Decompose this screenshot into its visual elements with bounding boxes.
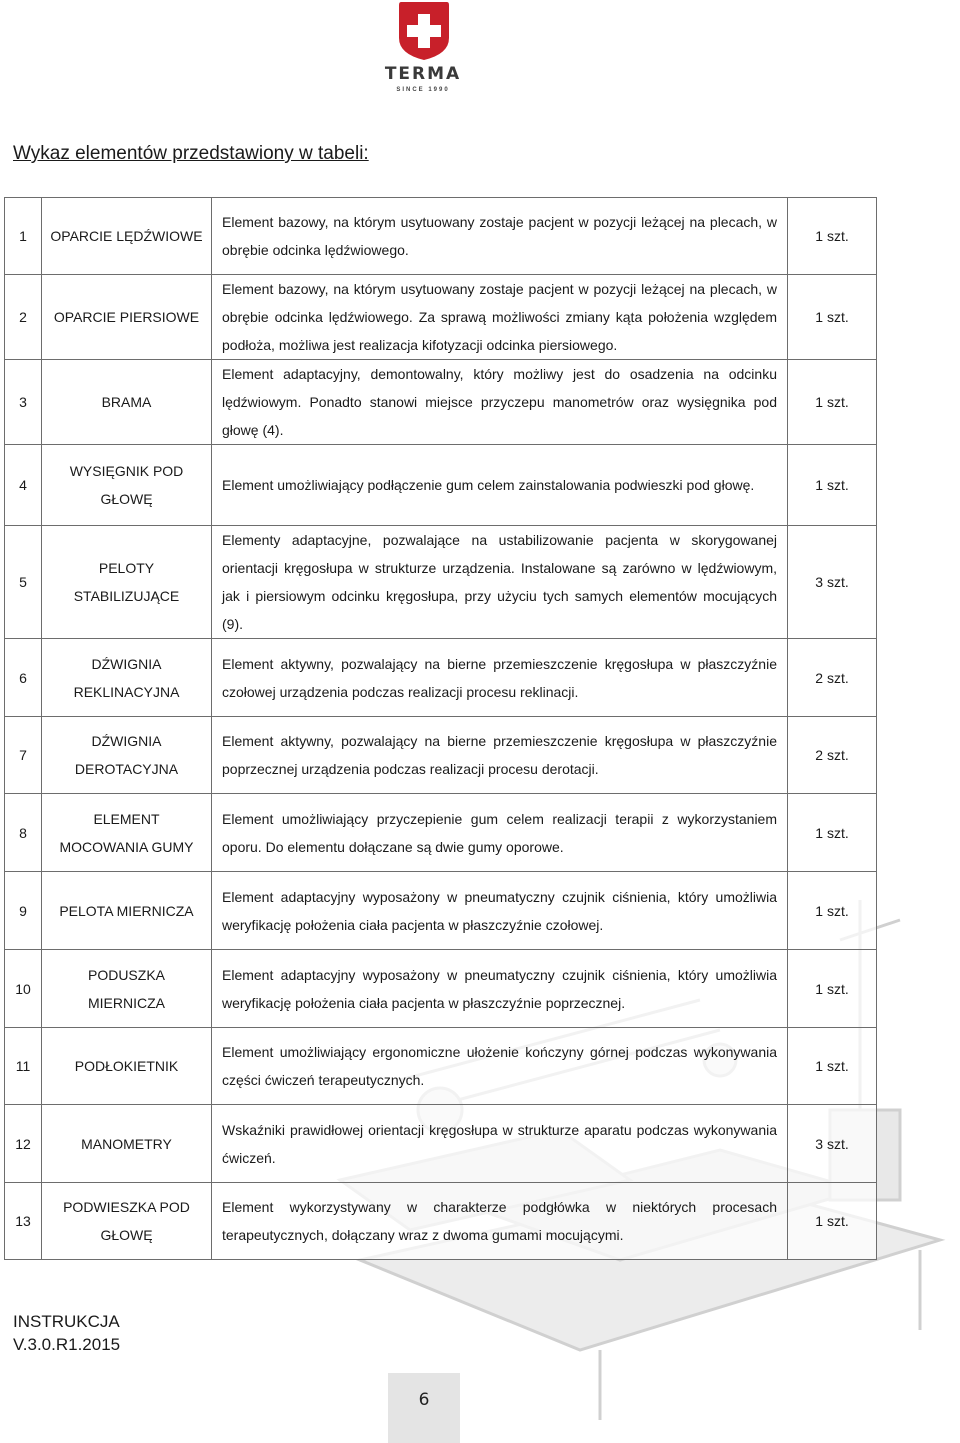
item-description: Element umożliwiający przyczepienie gum celem realizacji terapii z wykorzystaniem oporu. Do elementu dołączane są dwie gumy oporowe. [212, 794, 788, 872]
item-quantity: 2 szt. [788, 639, 877, 717]
item-quantity: 1 szt. [788, 360, 877, 445]
item-name: PELOTA MIERNICZA [42, 872, 212, 950]
item-description: Element wykorzystywany w charakterze podgłówka w niektórych procesach terapeutycznych, dołączany wraz z dwoma gumami mocującymi. [212, 1183, 788, 1260]
item-quantity: 1 szt. [788, 198, 877, 275]
item-quantity: 1 szt. [788, 445, 877, 526]
item-description: Element adaptacyjny wyposażony w pneumatyczny czujnik ciśnienia, który umożliwia weryfikację położenia ciała pacjenta w płaszczyźnie czołowej. [212, 872, 788, 950]
item-number: 12 [5, 1105, 42, 1183]
item-quantity: 1 szt. [788, 275, 877, 360]
table-row [5, 717, 877, 794]
item-name: WYSIĘGNIK POD GŁOWĘ [42, 445, 212, 526]
page-number: 6 [388, 1373, 460, 1443]
item-number: 7 [5, 717, 42, 794]
item-description: Elementy adaptacyjne, pozwalające na ustabilizowanie pacjenta w skorygowanej orientacji kręgosłupa w strukturze urządzenia. Instalowane są zarówno w lędźwiowym, jak i piersiowym odcinku kręgosłupa, przy użyciu tych samych elementów mocujących (9). [212, 526, 788, 639]
item-name: PODŁOKIETNIK [42, 1028, 212, 1105]
brand-tagline: SINCE 1990 [396, 87, 450, 93]
table-row [5, 198, 877, 275]
item-number: 13 [5, 1183, 42, 1260]
footer-version: V.3.0.R1.2015 [13, 1335, 121, 1354]
item-number: 11 [5, 1028, 42, 1105]
item-quantity: 1 szt. [788, 950, 877, 1028]
section-heading: Wykaz elementów przedstawiony w tabeli: [13, 143, 369, 164]
item-number: 5 [5, 526, 42, 639]
item-quantity: 3 szt. [788, 1105, 877, 1183]
item-name: MANOMETRY [42, 1105, 212, 1183]
item-description: Element bazowy, na którym usytuowany zostaje pacjent w pozycji leżącej na plecach, w obrębie odcinka lędźwiowego. [212, 198, 788, 275]
item-description: Element bazowy, na którym usytuowany zostaje pacjent w pozycji leżącej na plecach, w obrębie odcinka lędźwiowego. Za sprawą możliwości zmiany kąta położenia względem podłoża, możliwa jest realizacja kifotyzacji odcinka piersiowego. [212, 275, 788, 360]
item-quantity: 1 szt. [788, 1183, 877, 1260]
item-number: 8 [5, 794, 42, 872]
item-description: Element umożliwiający ergonomiczne ułożenie kończyny górnej podczas wykonywania części ćwiczeń terapeutycznych. [212, 1028, 788, 1105]
item-name: DŹWIGNIA REKLINACYJNA [42, 639, 212, 717]
footer-title: INSTRUKCJA [13, 1312, 120, 1331]
item-description: Element aktywny, pozwalający na bierne przemieszczenie kręgosłupa w płaszczyźnie czołowej urządzenia podczas realizacji procesu reklinacji. [212, 639, 788, 717]
item-description: Element adaptacyjny, demontowalny, który możliwy jest do osadzenia na odcinku lędźwiowym. Ponadto stanowi miejsce przyczepu manometrów oraz wysięgnika pod głowę (4). [212, 360, 788, 445]
item-number: 9 [5, 872, 42, 950]
table-row [5, 950, 877, 1028]
table-row [5, 1183, 877, 1260]
table-row [5, 1105, 877, 1183]
item-name: PELOTY STABILIZUJĄCE [42, 526, 212, 639]
elements-table [4, 197, 877, 1260]
table-row [5, 872, 877, 950]
item-name: OPARCIE LĘDŹWIOWE [42, 198, 212, 275]
item-name: ELEMENT MOCOWANIA GUMY [42, 794, 212, 872]
item-number: 3 [5, 360, 42, 445]
table-row [5, 639, 877, 717]
document-footer [13, 1310, 120, 1356]
table-row [5, 1028, 877, 1105]
item-number: 6 [5, 639, 42, 717]
item-quantity: 2 szt. [788, 717, 877, 794]
item-name: OPARCIE PIERSIOWE [42, 275, 212, 360]
item-description: Element umożliwiający podłączenie gum celem zainstalowania podwieszki pod głowę. [212, 445, 788, 526]
brand-logo [360, 0, 486, 98]
item-name: DŹWIGNIA DEROTACYJNA [42, 717, 212, 794]
item-quantity: 1 szt. [788, 872, 877, 950]
item-description: Wskaźniki prawidłowej orientacji kręgosłupa w strukturze aparatu podczas wykonywania ćwiczeń. [212, 1105, 788, 1183]
item-description: Element adaptacyjny wyposażony w pneumatyczny czujnik ciśnienia, który umożliwia weryfikację położenia ciała pacjenta w płaszczyźnie poprzecznej. [212, 950, 788, 1028]
item-quantity: 1 szt. [788, 1028, 877, 1105]
item-name: PODWIESZKA POD GŁOWĘ [42, 1183, 212, 1260]
item-number: 4 [5, 445, 42, 526]
cross-shield-icon [360, 0, 486, 62]
item-quantity: 1 szt. [788, 794, 877, 872]
item-quantity: 3 szt. [788, 526, 877, 639]
table-row [5, 526, 877, 639]
item-description: Element aktywny, pozwalający na bierne przemieszczenie kręgosłupa w płaszczyźnie poprzecznej urządzenia podczas realizacji procesu derotacji. [212, 717, 788, 794]
item-name: BRAMA [42, 360, 212, 445]
brand-name: TERMA [384, 64, 462, 84]
item-name: PODUSZKA MIERNICZA [42, 950, 212, 1028]
table-row [5, 794, 877, 872]
item-number: 1 [5, 198, 42, 275]
item-number: 10 [5, 950, 42, 1028]
table-row [5, 445, 877, 526]
table-row [5, 275, 877, 360]
table-row [5, 360, 877, 445]
item-number: 2 [5, 275, 42, 360]
